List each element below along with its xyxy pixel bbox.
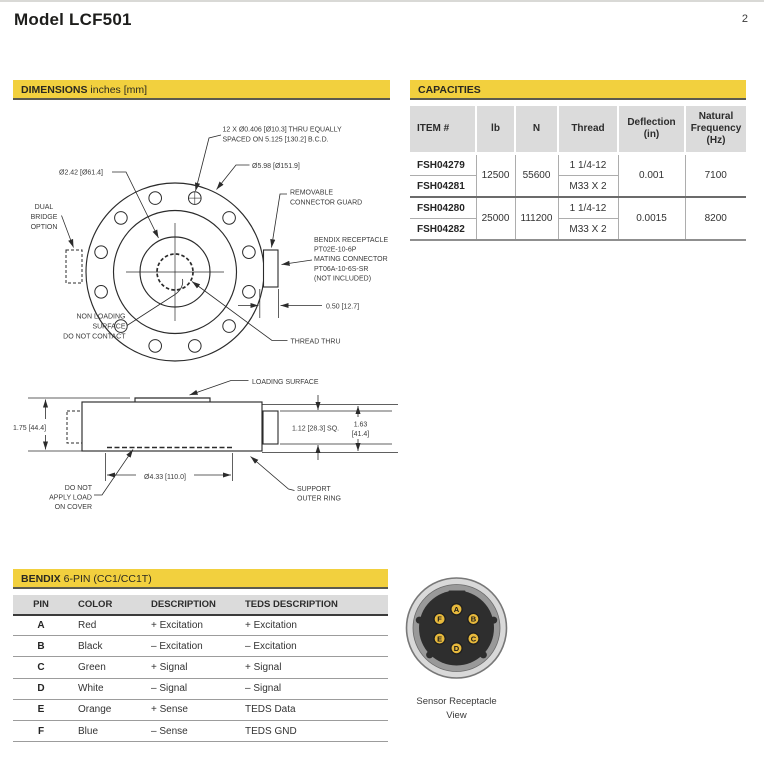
label-receptacle-line3: MATING CONNECTOR (314, 256, 388, 264)
label-dual-bridge-line1: DUAL (34, 204, 54, 211)
item-number: FSH04279 (410, 154, 476, 176)
pin-letter: B (37, 640, 45, 652)
label-dual-bridge-line3: OPTION (30, 224, 58, 231)
flange-labels (31, 127, 389, 346)
label-thread-thru: THREAD THRU (290, 338, 341, 346)
wire-color: White (78, 683, 104, 695)
label-outer-diameter: Ø5.98 [Ø151.9] (252, 163, 300, 170)
table-row (410, 197, 746, 219)
label-connector-guard-line1: REMOVABLE (290, 189, 334, 197)
pin-letter: F (37, 725, 45, 737)
capacity-n: 55600 (515, 154, 558, 198)
page-title: Model LCF501 (14, 10, 132, 29)
sensor-receptacle-diagram (402, 573, 512, 683)
label-bolt-pattern-line2: SPACED ON 5.125 [130.2] B.C.D. (222, 136, 329, 144)
wire-color: Green (78, 661, 106, 673)
wire-description: + Signal (151, 661, 188, 673)
label-offset-dimension: 0.50 [12.7] (326, 303, 360, 311)
teds-description: TEDS GND (245, 725, 297, 737)
col-item: ITEM # (410, 106, 476, 154)
table-row (410, 154, 746, 176)
receptacle-outline (264, 250, 279, 287)
bendix-header-row (13, 595, 388, 616)
dimensions-title: DIMENSIONS (21, 84, 88, 96)
label-guard-height-line2: [41.4] (351, 431, 370, 438)
label-square-dimension: 1.12 [28.3] SQ. (292, 425, 340, 433)
wire-description: – Excitation (151, 640, 203, 652)
capacity-n: 111200 (515, 197, 558, 240)
label-connector-guard-line2: CONNECTOR GUARD (290, 199, 363, 207)
wire-color: Orange (78, 704, 112, 716)
capacity-lb: 12500 (476, 154, 515, 198)
label-height-dimension: 1.75 [44.4] (13, 425, 47, 432)
label-receptacle-line5: (NOT INCLUDED) (314, 275, 372, 283)
pin-letter: D (37, 683, 45, 695)
col-pin: PIN (33, 599, 49, 610)
thread-value: 1 1/4-12 (558, 197, 618, 219)
pin-letter: C (37, 661, 45, 673)
frequency-value: 8200 (685, 197, 746, 240)
wire-color: Black (78, 640, 103, 652)
label-receptacle-line4: PT06A-10-6S-SR (314, 265, 369, 273)
col-description: DESCRIPTION (151, 599, 216, 610)
col-lb: lb (476, 106, 515, 154)
label-dual-bridge-line2: BRIDGE (30, 214, 58, 221)
pin-letter: E (37, 704, 45, 716)
col-teds: TEDS DESCRIPTION (245, 599, 338, 610)
table-row (13, 636, 388, 657)
deflection-value: 0.001 (618, 154, 685, 198)
table-row (13, 721, 388, 742)
deflection-value: 0.0015 (618, 197, 685, 240)
pin-d: D (453, 644, 460, 653)
capacity-lb: 25000 (476, 197, 515, 240)
col-thread: Thread (558, 106, 618, 154)
pin-f: F (437, 614, 442, 624)
centerlines (126, 223, 224, 321)
label-receptacle-line1: BENDIX RECEPTACLE (314, 237, 389, 244)
wire-description: – Sense (151, 725, 188, 737)
table-row (13, 679, 388, 700)
table-row (13, 657, 388, 678)
pin-a: A (453, 605, 460, 614)
receptacle-caption (386, 695, 527, 722)
teds-description: + Excitation (245, 619, 297, 631)
teds-description: TEDS Data (245, 704, 296, 716)
label-cover-diameter: Ø4.33 [110.0] (144, 474, 186, 481)
bendix-table (13, 615, 388, 742)
dimensions-units: inches [mm] (87, 84, 148, 96)
table-row (13, 700, 388, 721)
thread-value: M33 X 2 (558, 219, 618, 241)
capacities-header-row (410, 106, 746, 154)
frequency-value: 7100 (685, 154, 746, 198)
col-color: COLOR (78, 599, 113, 610)
label-support-line2: OUTER RING (297, 495, 341, 503)
caption-line1: Sensor Receptacle (416, 696, 497, 707)
side-view (28, 381, 398, 496)
bendix-subtitle: 6-PIN (CC1/CC1T) (60, 573, 152, 585)
pin-e: E (437, 634, 443, 644)
teds-description: – Excitation (245, 640, 297, 652)
page-number: 2 (741, 13, 748, 25)
col-n: N (515, 106, 558, 154)
col-deflection: Deflection (in) (618, 106, 685, 154)
bendix-title: BENDIX (21, 573, 61, 585)
dimensions-section-bar (13, 80, 390, 100)
wire-description: + Sense (151, 704, 188, 716)
pin-c: C (470, 634, 477, 644)
wire-color: Red (78, 619, 97, 631)
label-non-loading-line1: NON LOADING (76, 313, 126, 321)
teds-description: – Signal (245, 683, 282, 695)
capacities-table (410, 106, 746, 241)
label-bolt-pattern-line1: 12 X Ø0.406 [Ø10.3] THRU EQUALLY (222, 126, 342, 134)
wire-description: – Signal (151, 683, 188, 695)
pin-letter: A (37, 619, 45, 631)
label-support-line1: SUPPORT (297, 486, 331, 493)
wire-color: Blue (78, 725, 99, 737)
label-loading-surface: LOADING SURFACE (252, 379, 319, 386)
label-receptacle-line2: PT02E-10-6P (314, 246, 357, 254)
pin-b: B (470, 614, 477, 624)
label-no-load-line1: DO NOT (64, 485, 92, 492)
capacities-title: CAPACITIES (418, 84, 481, 96)
wire-description: + Excitation (151, 619, 203, 631)
label-hub-diameter: Ø2.42 [Ø61.4] (59, 169, 103, 177)
col-frequency: Natural Frequency (Hz) (685, 106, 746, 154)
bendix-section-bar (13, 569, 388, 589)
item-number: FSH04280 (410, 197, 476, 219)
label-non-loading-line3: DO NOT CONTACT (63, 333, 126, 341)
dimensions-drawing (0, 102, 400, 522)
caption-line2: View (446, 709, 467, 721)
keyway-notch (449, 591, 466, 602)
item-number: FSH04282 (417, 223, 465, 235)
label-no-load-line3: ON COVER (54, 504, 92, 511)
item-number: FSH04281 (417, 180, 465, 192)
table-row (13, 615, 388, 636)
thread-value: M33 X 2 (558, 176, 618, 198)
teds-description: + Signal (245, 661, 282, 673)
label-non-loading-line2: SURFACE (92, 323, 126, 331)
capacities-section-bar (410, 80, 746, 100)
label-no-load-line2: APPLY LOAD (49, 494, 92, 502)
dual-bridge-outline (66, 250, 82, 283)
label-guard-height-line1: 1.63 (353, 421, 368, 429)
thread-value: 1 1/4-12 (558, 154, 618, 176)
